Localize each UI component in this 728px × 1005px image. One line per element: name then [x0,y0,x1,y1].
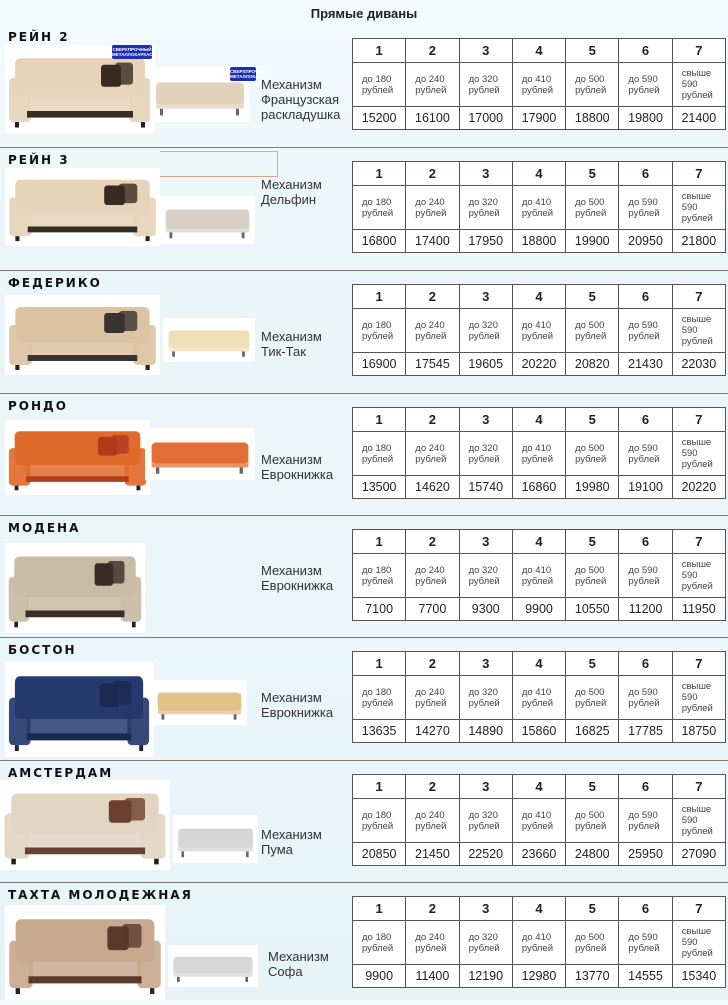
price-range-cell: до 590 рублей [619,186,672,230]
size-column-header: 2 [406,162,459,186]
price-cell: 17900 [512,107,565,130]
price-cell: 16825 [566,720,619,743]
price-cell: 21400 [672,107,725,130]
size-column-header: 7 [672,775,725,799]
price-range-cell: до 500 рублей [566,799,619,843]
size-column-header: 3 [459,530,512,554]
metal-frame-badge: СВЕРХПРОЧНЫЙ МЕТАЛЛОКАРКАС [112,47,153,57]
product-name: РЕЙН 3 [8,153,70,167]
sofa-photo [5,543,145,633]
price-cell: 17950 [459,230,512,253]
size-column-header: 4 [512,775,565,799]
product-name: РОНДО [8,399,68,413]
price-range-cell: до 240 рублей [406,921,459,965]
price-table [352,529,726,621]
section-divider [0,760,728,761]
unfolded-sofa-photo [145,428,255,480]
price-cell: 13770 [566,965,619,988]
price-range-cell: до 500 рублей [566,309,619,353]
section-divider [0,882,728,883]
size-column-header: 7 [672,897,725,921]
size-column-header: 7 [672,162,725,186]
price-range-cell: до 320 рублей [459,921,512,965]
price-range-cell: до 410 рублей [512,554,565,598]
mechanism-line: Механизм [261,827,322,842]
sofa-photo [5,168,160,246]
price-range-cell: свыше 590 рублей [672,63,725,107]
price-cell: 24800 [566,843,619,866]
product-name: БОСТОН [8,643,77,657]
price-cell: 16800 [353,230,406,253]
price-cell: 7700 [406,598,459,621]
mechanism-label [261,690,333,720]
price-range-cell: до 410 рублей [512,921,565,965]
price-range-cell: до 590 рублей [619,921,672,965]
price-range-cell: до 320 рублей [459,309,512,353]
unfolded-sofa-photo [152,680,247,725]
price-cell: 21430 [619,353,672,376]
size-column-header: 5 [566,408,619,432]
size-column-header: 1 [353,775,406,799]
price-range-cell: до 240 рублей [406,186,459,230]
mechanism-line: Тик-Так [261,344,306,359]
size-column-header: 5 [566,285,619,309]
price-cell: 15340 [672,965,725,988]
price-cell: 23660 [512,843,565,866]
price-table [352,38,726,130]
price-range-cell: до 590 рублей [619,432,672,476]
price-range-cell: до 590 рублей [619,676,672,720]
sofa-photo [5,905,165,1000]
price-cell: 19900 [566,230,619,253]
price-cell: 11200 [619,598,672,621]
price-cell: 17000 [459,107,512,130]
size-column-header: 5 [566,39,619,63]
price-cell: 22030 [672,353,725,376]
price-range-cell: до 320 рублей [459,432,512,476]
mechanism-line: Еврокнижка [261,467,334,482]
price-range-cell: до 180 рублей [353,63,406,107]
price-cell: 18750 [672,720,725,743]
price-table [352,651,726,743]
price-cell: 14890 [459,720,512,743]
mechanism-label [268,949,329,979]
price-cell: 19800 [619,107,672,130]
size-column-header: 6 [619,162,672,186]
product-name: РЕЙН 2 [8,30,70,44]
size-column-header: 6 [619,652,672,676]
size-column-header: 1 [353,408,406,432]
price-table [352,284,726,376]
sofa-photo [5,295,160,375]
size-column-header: 6 [619,530,672,554]
size-column-header: 1 [353,652,406,676]
price-cell: 21450 [406,843,459,866]
sofa-photo [0,780,170,870]
price-cell: 12980 [512,965,565,988]
price-range-cell: свыше 590 рублей [672,921,725,965]
price-range-cell: до 240 рублей [406,309,459,353]
price-cell: 19605 [459,353,512,376]
size-column-header: 5 [566,897,619,921]
price-cell: 20220 [672,476,725,499]
unfolded-sofa-photo [160,196,255,244]
price-range-cell: до 500 рублей [566,554,619,598]
size-column-header: 2 [406,897,459,921]
price-cell: 21800 [672,230,725,253]
size-column-header: 7 [672,39,725,63]
sofa-photo [5,662,153,757]
size-column-header: 6 [619,285,672,309]
size-column-header: 3 [459,897,512,921]
price-range-cell: до 500 рублей [566,432,619,476]
mechanism-line: Механизм [261,690,322,705]
mechanism-line: Еврокнижка [261,705,334,720]
price-cell: 16860 [512,476,565,499]
price-range-cell: до 320 рублей [459,676,512,720]
price-cell: 13500 [353,476,406,499]
price-range-cell: до 320 рублей [459,186,512,230]
price-range-cell: до 320 рублей [459,554,512,598]
price-cell: 15740 [459,476,512,499]
size-column-header: 1 [353,162,406,186]
price-cell: 20220 [512,353,565,376]
unfolded-sofa-photo [163,318,255,362]
price-range-cell: до 500 рублей [566,186,619,230]
price-cell: 12190 [459,965,512,988]
price-range-cell: до 240 рублей [406,554,459,598]
size-column-header: 5 [566,530,619,554]
sofa-photo [5,420,150,495]
price-cell: 19100 [619,476,672,499]
price-cell: 11950 [672,598,725,621]
price-cell: 14620 [406,476,459,499]
section-divider [0,147,728,148]
price-range-cell: до 180 рублей [353,554,406,598]
price-cell: 18800 [566,107,619,130]
product-name: АМСТЕРДАМ [8,766,114,780]
size-column-header: 6 [619,39,672,63]
price-range-cell: до 240 рублей [406,63,459,107]
section-divider [0,270,728,271]
decorative-frame [160,151,278,177]
price-cell: 20950 [619,230,672,253]
size-column-header: 4 [512,897,565,921]
mechanism-label [261,563,333,593]
size-column-header: 4 [512,530,565,554]
price-range-cell: до 500 рублей [566,63,619,107]
size-column-header: 4 [512,39,565,63]
price-cell: 16100 [406,107,459,130]
price-range-cell: до 320 рублей [459,799,512,843]
size-column-header: 3 [459,285,512,309]
price-cell: 13635 [353,720,406,743]
price-cell: 17400 [406,230,459,253]
size-column-header: 2 [406,530,459,554]
price-range-cell: до 410 рублей [512,63,565,107]
size-column-header: 1 [353,897,406,921]
section-divider [0,393,728,394]
price-cell: 9900 [353,965,406,988]
mechanism-line: Софа [268,964,303,979]
size-column-header: 6 [619,408,672,432]
size-column-header: 3 [459,408,512,432]
mechanism-line: Механизм [261,329,322,344]
size-column-header: 7 [672,285,725,309]
price-range-cell: до 180 рублей [353,309,406,353]
price-cell: 17785 [619,720,672,743]
size-column-header: 7 [672,530,725,554]
mechanism-label [261,827,322,857]
size-column-header: 2 [406,39,459,63]
page-title: Прямые диваны [310,6,418,21]
price-range-cell: до 180 рублей [353,186,406,230]
mechanism-line: Механизм [268,949,329,964]
mechanism-line: Механизм [261,563,322,578]
price-table [352,774,726,866]
price-range-cell: до 500 рублей [566,676,619,720]
product-name: ФЕДЕРИКО [8,276,102,290]
price-range-cell: до 410 рублей [512,309,565,353]
size-column-header: 3 [459,162,512,186]
unfolded-sofa-photo [173,815,258,863]
size-column-header: 4 [512,162,565,186]
size-column-header: 6 [619,775,672,799]
price-range-cell: до 240 рублей [406,799,459,843]
price-range-cell: до 180 рублей [353,432,406,476]
mechanism-label [261,329,322,359]
price-range-cell: до 410 рублей [512,186,565,230]
size-column-header: 3 [459,652,512,676]
size-column-header: 2 [406,285,459,309]
price-cell: 9900 [512,598,565,621]
price-range-cell: до 180 рублей [353,799,406,843]
price-range-cell: до 590 рублей [619,799,672,843]
mechanism-line: Механизм [261,452,322,467]
mechanism-line: Французская [261,92,340,107]
price-range-cell: до 410 рублей [512,799,565,843]
mechanism-label [261,77,340,122]
size-column-header: 2 [406,408,459,432]
size-column-header: 4 [512,652,565,676]
price-cell: 22520 [459,843,512,866]
price-range-cell: свыше 590 рублей [672,186,725,230]
price-cell: 25950 [619,843,672,866]
price-table [352,161,726,253]
mechanism-label [261,452,333,482]
product-name: ТАХТА МОЛОДЕЖНАЯ [8,888,193,902]
price-range-cell: до 410 рублей [512,676,565,720]
price-cell: 20820 [566,353,619,376]
size-column-header: 1 [353,39,406,63]
size-column-header: 5 [566,775,619,799]
mechanism-line: Еврокнижка [261,578,334,593]
size-column-header: 2 [406,652,459,676]
price-cell: 18800 [512,230,565,253]
price-range-cell: до 590 рублей [619,309,672,353]
price-cell: 17545 [406,353,459,376]
size-column-header: 7 [672,652,725,676]
price-range-cell: до 240 рублей [406,432,459,476]
mechanism-line: Дельфин [261,192,317,207]
section-divider [0,515,728,516]
mechanism-label [261,177,322,207]
price-table [352,896,726,988]
mechanism-line: раскладушка [261,107,341,122]
size-column-header: 5 [566,652,619,676]
size-column-header: 7 [672,408,725,432]
price-range-cell: до 590 рублей [619,554,672,598]
size-column-header: 2 [406,775,459,799]
price-range-cell: до 180 рублей [353,921,406,965]
price-cell: 9300 [459,598,512,621]
size-column-header: 1 [353,285,406,309]
price-cell: 15200 [353,107,406,130]
price-range-cell: до 410 рублей [512,432,565,476]
price-range-cell: свыше 590 рублей [672,799,725,843]
size-column-header: 3 [459,775,512,799]
size-column-header: 3 [459,39,512,63]
price-cell: 11400 [406,965,459,988]
price-range-cell: до 240 рублей [406,676,459,720]
mechanism-line: Механизм [261,177,322,192]
section-divider [0,637,728,638]
price-cell: 14270 [406,720,459,743]
metal-frame-badge: СВЕРХПРОЧНЫЙ МЕТАЛЛОКАРКАС [230,69,271,79]
price-range-cell: свыше 590 рублей [672,432,725,476]
price-table [352,407,726,499]
unfolded-sofa-photo [168,945,258,987]
price-range-cell: до 590 рублей [619,63,672,107]
price-cell: 15860 [512,720,565,743]
mechanism-line: Пума [261,842,293,857]
price-range-cell: до 320 рублей [459,63,512,107]
price-cell: 14555 [619,965,672,988]
price-cell: 19980 [566,476,619,499]
price-cell: 27090 [672,843,725,866]
price-range-cell: до 180 рублей [353,676,406,720]
price-range-cell: свыше 590 рублей [672,676,725,720]
price-cell: 20850 [353,843,406,866]
price-cell: 10550 [566,598,619,621]
size-column-header: 4 [512,408,565,432]
size-column-header: 6 [619,897,672,921]
product-name: МОДЕНА [8,521,81,535]
mechanism-line: Механизм [261,77,322,92]
size-column-header: 5 [566,162,619,186]
price-range-cell: свыше 590 рублей [672,309,725,353]
size-column-header: 4 [512,285,565,309]
price-cell: 16900 [353,353,406,376]
size-column-header: 1 [353,530,406,554]
price-cell: 7100 [353,598,406,621]
price-range-cell: до 500 рублей [566,921,619,965]
price-range-cell: свыше 590 рублей [672,554,725,598]
